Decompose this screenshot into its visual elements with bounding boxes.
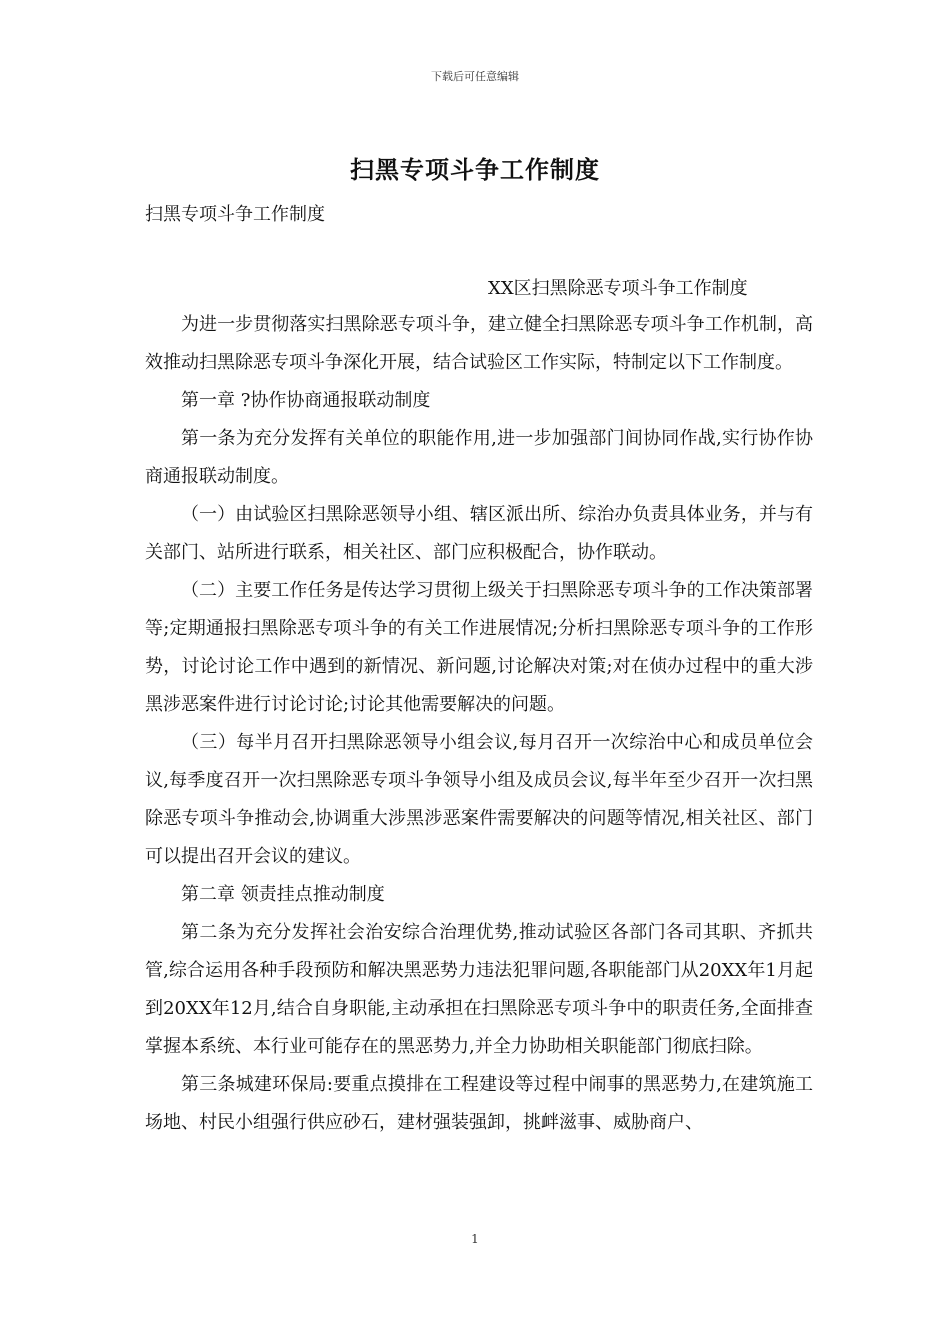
chapter-heading-1: 第一章 ?协作协商通报联动制度: [181, 390, 431, 411]
page-header: 下载后可任意编辑: [431, 70, 519, 83]
paragraph-intro: 为进一步贯彻落实扫黑除恶专项斗争，建立健全扫黑除恶专项斗争工作机制，高效推动扫黑除恶专项斗争深化开展，结合试验区工作实际，特制定以下工作制度。: [145, 314, 813, 373]
page-number: 1: [471, 1232, 479, 1246]
chapter-heading-2: 第二章 领责挂点推动制度: [181, 884, 385, 905]
document-body: [145, 306, 813, 1142]
clause-3: （三）每半月召开扫黑除恶领导小组会议,每月召开一次综治中心和成员单位会议,每季度召开一次扫黑除恶专项斗争领导小组及成员会议,每半年至少召开一次扫黑除恶专项斗争推动会,协调重大涉黑涉恶案件需要解决的问题等情况,相关社区、部门可以提出召开会议的建议。: [145, 732, 813, 867]
clause-2: （二）主要工作任务是传达学习贯彻上级关于扫黑除恶专项斗争的工作决策部署等;定期通报扫黑除恶专项斗争的有关工作进展情况;分析扫黑除恶专项斗争的工作形势，讨论讨论工作中遇到的新情况、新问题,讨论解决对策;对在侦办过程中的重大涉黑涉恶案件进行讨论讨论;讨论其他需要解决的问题。: [145, 580, 813, 715]
article-3: 第三条城建环保局:要重点摸排在工程建设等过程中闹事的黑恶势力,在建筑施工场地、村民小组强行供应砂石，建材强装强卸，挑衅滋事、威胁商户、: [145, 1074, 813, 1133]
article-1: 第一条为充分发挥有关单位的职能作用,进一步加强部门间协同作战,实行协作协商通报联动制度。: [145, 428, 813, 487]
document-title: 扫黑专项斗争工作制度: [350, 156, 600, 184]
org-title: XX区扫黑除恶专项斗争工作制度: [488, 278, 748, 299]
clause-1: （一）由试验区扫黑除恶领导小组、辖区派出所、综治办负责具体业务，并与有关部门、站所进行联系，相关社区、部门应积极配合，协作联动。: [145, 504, 813, 563]
article-2: 第二条为充分发挥社会治安综合治理优势,推动试验区各部门各司其职、齐抓共管,综合运用各种手段预防和解决黑恶势力违法犯罪问题,各职能部门从20XX年1月起到20XX年12月,结合自身职能,主动承担在扫黑除恶专项斗争中的职责任务,全面排查掌握本系统、本行业可能存在的黑恶势力,并全力协助相关职能部门彻底扫除。: [145, 922, 813, 1057]
document-subtitle: 扫黑专项斗争工作制度: [145, 204, 325, 225]
